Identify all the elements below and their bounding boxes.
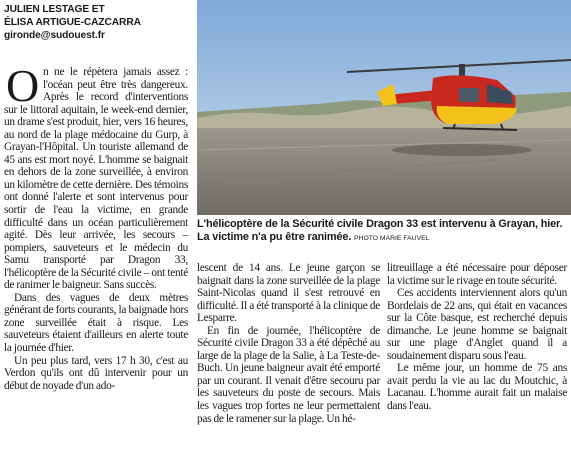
author-email: gironde@sudouest.fr — [4, 30, 105, 41]
article-paragraph: Ces accidents interviennent alors qu'un Bordelais de 22 ans, qui était en vacances sur la Côte basque, est recherché depuis dimanche. Le jeune homme se baignait sur une plage d'Anglet quand il a soudainement disparu sous l'eau. — [387, 287, 567, 362]
article-column-1 — [4, 60, 188, 392]
author-line-2: ÉLISA ARTIGUE-CAZCARRA — [4, 17, 141, 28]
photo-caption — [197, 218, 569, 245]
article-paragraph: En fin de journée, l'hélicoptère de Sécurité civile Dragon 33 a été dépêché au large de la plage de la Salie, à La Teste-de-Buch. Un jeune baigneur avait été emporté par un courant. Il venait d'être secouru par les sauveteurs du poste de secours. Mais les vagues trop fortes ne leur permettaient pas de le ramener sur la plage. Un hé- — [197, 324, 380, 425]
drop-cap: O — [6, 60, 39, 111]
article-paragraph: lescent de 14 ans. Le jeune garçon se baignait dans la zone surveillée de la plage Saint-Nicolas quand il s'est retrouvé en difficulté. Il a été transporté à la clinique de Lesparre. — [197, 262, 380, 325]
author-line-1: JULIEN LESTAGE ET — [4, 4, 105, 15]
article-paragraph: On ne le répètera jamais assez : l'océan peut être très dangereux. Après le record d'interventions sur le littoral aquitain, le week-end dernier, un drame s'est produit, hier, vers 16 heures, au nord de la plage médocaine du Gurp, à Grayan-l'Hôpital. Un touriste allemand de 45 ans est mort noyé. L'homme se baignait en dehors de la zone surveillée, à environ un kilomètre de cette dernière. Des témoins ont donné l'alerte et sont intervenus pour sortir de l'eau la victime, en grande difficulté dans un océan particulièrement agité. Dès leur arrivée, les secours – pompiers, sauveteurs et le médecin du Samu transporté par Dragon 33, l'hélicoptère de la Sécurité civile – ont tenté de ranimer le baigneur. Sans succès. — [4, 60, 188, 292]
photo-credit: PHOTO MARIE FAUVEL — [354, 235, 430, 242]
byline — [4, 3, 194, 42]
article-paragraph: Dans des vagues de deux mètres générant de forts courants, la baignade hors zone surveillée était à risque. Les sauveteurs étaient d'ailleurs en alerte toute la journée d'hier. — [4, 291, 188, 355]
article-paragraph: Le même jour, un homme de 75 ans avait perdu la vie au lac du Moutchic, à Lacanau. L'homme aurait fait un malaise dans l'eau. — [387, 362, 567, 413]
article-column-3 — [387, 262, 567, 413]
article-paragraph: Un peu plus tard, vers 17 h 30, c'est au Verdon qu'ils ont dû intervenir pour un début de noyade d'un ado- — [4, 354, 188, 392]
article-paragraph: litreuillage a été nécessaire pour déposer la victime sur le rivage en toute sécurité. — [387, 262, 567, 287]
news-photo — [197, 0, 571, 215]
caption-text: L'hélicoptère de la Sécurité civile Dragon 33 est intervenu à Grayan, hier. La victime n'a pu être ranimée. — [197, 218, 563, 243]
article-column-2 — [197, 262, 380, 425]
helicopter-photo-illustration — [197, 0, 571, 215]
